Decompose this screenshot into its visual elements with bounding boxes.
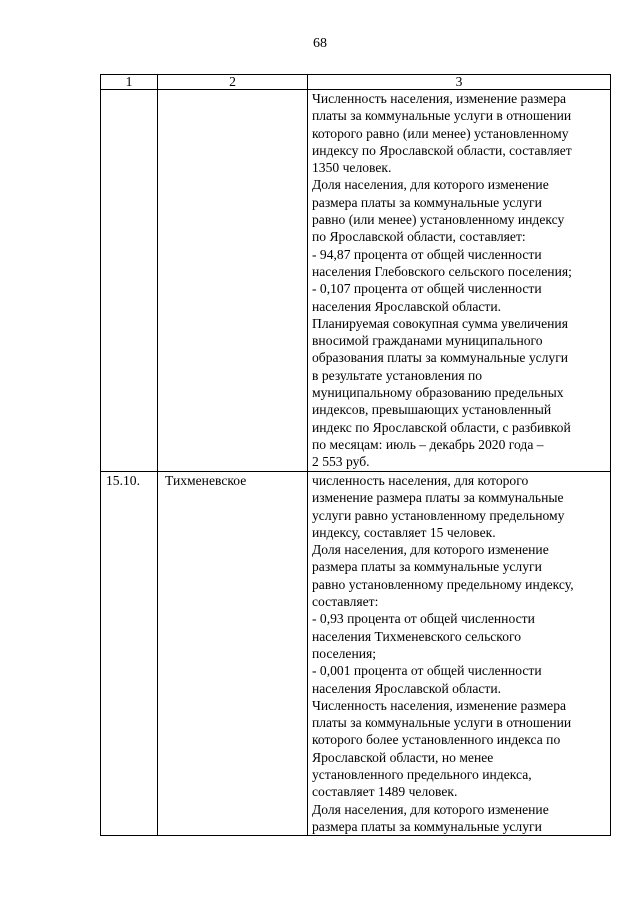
text-line: численность населения, для которого: [312, 473, 529, 488]
text-line: платы за коммунальные услуги в отношении: [312, 108, 572, 124]
text-line: образования платы за коммунальные услуги: [312, 350, 569, 366]
text-line: по месяцам: июль – декабрь 2020 года –: [312, 436, 544, 452]
text-line: населения Тихменевского сельского: [312, 628, 522, 644]
text-line: Доля населения, для которого изменение: [312, 542, 549, 558]
row-number-cell: 15.10.: [101, 472, 158, 836]
text-line: Планируемая совокупная сумма увеличения: [312, 315, 568, 331]
text-line: индексу, составляет 15 человек.: [312, 524, 496, 540]
text-line: которого равно (или менее) установленному: [312, 125, 569, 141]
table-header-row: [101, 75, 611, 90]
document-table: [100, 74, 611, 836]
table-row: [101, 90, 611, 472]
text-line: 2 553 руб.: [312, 454, 370, 470]
text-line: платы за коммунальные услуги в отношении: [312, 715, 572, 731]
text-line: индекс по Ярославской области, с разбивкой: [312, 419, 571, 435]
description-cell: [308, 472, 611, 836]
text-line: установленного предельного индекса,: [312, 767, 532, 783]
text-line: муниципальному образованию предельных: [312, 385, 564, 401]
text-line: населения Ярославской области.: [312, 298, 502, 314]
text-line: - 94,87 процента от общей численности: [312, 246, 542, 262]
text-line: составляет:: [312, 594, 379, 610]
text-line: Доля населения, для которого изменение: [312, 801, 549, 817]
text-line: размера платы за коммунальные услуги: [312, 818, 542, 834]
text-line: в результате установления по: [312, 367, 483, 383]
text-line: составляет 1489 человек.: [312, 784, 458, 800]
table-row: [101, 472, 611, 836]
text-line: 1350 человек.: [312, 160, 392, 176]
text-line: индексов, превышающих установленный: [312, 402, 552, 418]
text-line: равно (или менее) установленному индексу: [312, 212, 565, 228]
text-line: - 0,93 процента от общей численности: [312, 611, 535, 627]
text-line: - 0,001 процента от общей численности: [312, 663, 542, 679]
row-number-cell: [101, 90, 158, 472]
text-line: - 0,107 процента от общей численности: [312, 281, 542, 297]
text-line: Ярославской области, но менее: [312, 749, 494, 765]
text-line: поселения;: [312, 645, 377, 661]
settlement-name-cell: Тихменевское: [158, 472, 308, 836]
text-line: Численность населения, изменение размера: [312, 697, 567, 713]
settlement-name-cell: [158, 90, 308, 472]
text-line: Численность населения, изменение размера: [312, 91, 567, 106]
page-number: 68: [313, 36, 327, 51]
text-line: по Ярославской области, составляет:: [312, 229, 526, 245]
column-header-1: 1: [101, 75, 158, 90]
column-header-3: 3: [308, 75, 611, 90]
text-line: населения Ярославской области.: [312, 680, 502, 696]
text-line: которого более установленного индекса по: [312, 732, 561, 748]
text-line: вносимой гражданами муниципального: [312, 333, 543, 349]
text-line: услуги равно установленному предельному: [312, 507, 565, 523]
text-line: размера платы за коммунальные услуги: [312, 559, 542, 575]
text-line: населения Глебовского сельского поселения;: [312, 263, 572, 279]
text-line: изменение размера платы за коммунальные: [312, 490, 564, 506]
column-header-2: 2: [158, 75, 308, 90]
text-line: индексу по Ярославской области, составляет: [312, 142, 572, 158]
text-line: равно установленному предельному индексу,: [312, 576, 574, 592]
text-line: размера платы за коммунальные услуги: [312, 194, 542, 210]
description-cell: [308, 90, 611, 472]
text-line: Доля населения, для которого изменение: [312, 177, 549, 193]
